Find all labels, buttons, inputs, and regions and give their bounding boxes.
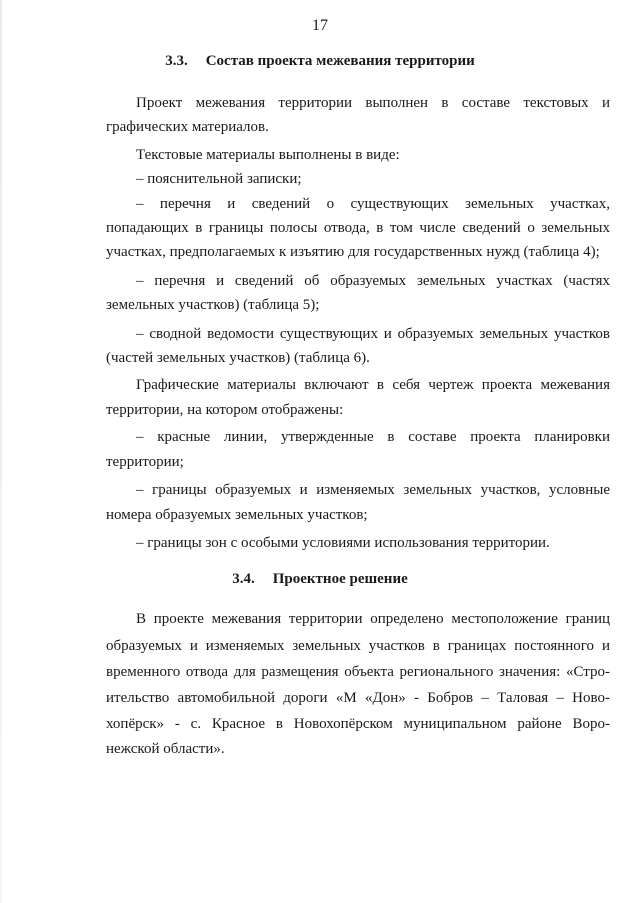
section-3-4-title: Проектное решение [272, 571, 408, 587]
list-item-line: – границы образуемых и изменяемых земельных участков, условные [136, 482, 610, 498]
section-3-4-number: 3.4. [232, 571, 255, 587]
list-item-line: – перечня и сведений об образуемых земельных участках (частях [136, 273, 610, 289]
list-item-line: земельных участков) (таблица 5); [106, 297, 320, 313]
section-3-3-number: 3.3. [165, 53, 188, 69]
list-item-line: – пояснительной записки; [136, 171, 302, 187]
page-number: 17 [312, 17, 328, 34]
paragraph-line: временного отвода для размещения объекта регионального значения: «Стро- [106, 664, 610, 680]
paragraph-line: графических материалов. [106, 119, 269, 135]
paragraph-line: хопёрск» - с. Красное в Новохопёрском муниципальном районе Воро- [106, 716, 610, 732]
list-item-line: попадающих в границы полосы отвода, в том числе сведений о земельных [106, 220, 610, 236]
paragraph-line: нежской области». [106, 741, 225, 757]
paragraph-line: ительство автомобильной дороги «М «Дон» - Бобров – Таловая – Ново- [106, 690, 610, 706]
list-item-line: номера образуемых земельных участков; [106, 507, 368, 523]
list-item-line: – сводной ведомости существующих и образуемых земельных участков [136, 326, 610, 342]
list-item-line: – красные линии, утвержденные в составе проекта планировки [136, 429, 610, 445]
section-3-3-title: Состав проекта межевания территории [205, 53, 475, 69]
list-item-line: (частей земельных участков) (таблица 6). [106, 350, 370, 366]
list-item-line: – границы зон с особыми условиями использования территории. [136, 535, 550, 551]
list-item-line: – перечня и сведений о существующих земельных участках, [136, 196, 610, 212]
paragraph-line: Графические материалы включают в себя чертеж проекта межевания [136, 377, 610, 393]
list-item-line: участках, предполагаемых к изъятию для государственных нужд (таблица 4); [106, 244, 600, 260]
list-item-line: территории; [106, 454, 184, 470]
scan-edge [0, 0, 2, 903]
paragraph-line: Текстовые материалы выполнены в виде: [136, 147, 400, 163]
paragraph-line: В проекте межевания территории определено местоположение границ [136, 611, 610, 627]
paragraph-line: образуемых и изменяемых земельных участков в границах постоянного и [106, 638, 610, 654]
paragraph-line: Проект межевания территории выполнен в составе текстовых и [136, 95, 610, 111]
section-3-4-heading [0, 571, 640, 588]
section-3-3-heading [0, 53, 640, 70]
paragraph-line: территории, на котором отображены: [106, 402, 344, 418]
